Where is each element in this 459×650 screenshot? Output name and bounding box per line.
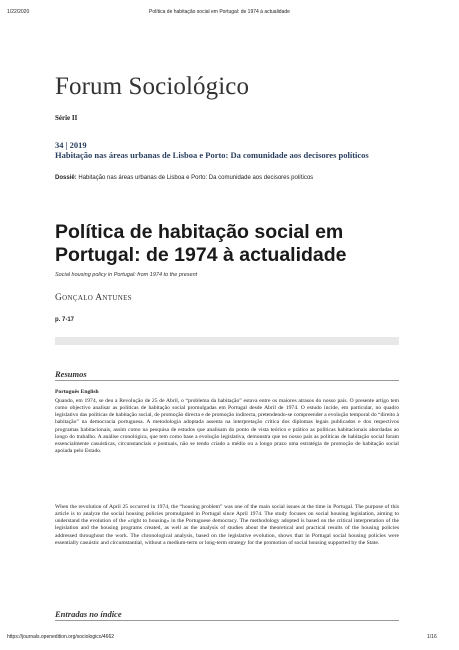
- print-date: 1/22/2020: [7, 9, 30, 15]
- issue-theme-link[interactable]: Habitação nas áreas urbanas de Lisboa e Porto: Da comunidade aos decisores políticos: [55, 150, 369, 160]
- footer-page-number: 1/16: [427, 634, 437, 640]
- article-author[interactable]: Gonçalo Antunes: [55, 293, 132, 303]
- dossier-link[interactable]: Habitação nas áreas urbanas de Lisboa e Porto: Da comunidade aos decisores políticos: [78, 175, 314, 181]
- journal-title[interactable]: Forum Sociológico: [55, 73, 250, 100]
- section-divider: [55, 337, 399, 345]
- article-pages: p. 7-17: [55, 317, 75, 323]
- article-title: Política de habitação social em Portugal: de 1974 à actualidade: [55, 221, 347, 266]
- index-rule: [55, 620, 399, 621]
- dossier-label: Dossiê:: [55, 175, 77, 181]
- print-header-title: Política de habitação social em Portugal: de 1974 à actualidade: [149, 9, 290, 15]
- issue-number[interactable]: 34 | 2019: [55, 140, 87, 150]
- dossier-line: [55, 175, 313, 181]
- abstract-portuguese: Quando, em 1974, se deu a Revolução de 25 de Abril, o “problema da habitação” estava entre os maiores atrasos do nosso país. O presente artigo tem como objectivo analisar as políticas de habitação social promulgadas em Portugal desde Abril de 1974. O estudo incide, em particular, no quadro legislativo das políticas de habitação social, de promoção directa e de promoção indirecta, pretendendo-se compreender a evolução temporal do “direito à habitação” na democracia portuguesa. A metodologia adoptada assenta na interpretação crítica dos diplomas legais publicados e dos respectivos programas habitacionais, assim como na pesquisa de estudos que analisam do ponto de vista teórico e prático as políticas habitacionais abordadas ao longo do trabalho. A análise cronológica, que tem como base a evolução legislativa, demonstra que no nosso país as políticas de habitação social foram essencialmente casuísticas, circunstanciais e pontuais, não se tendo criado a médio ou a longo prazo uma estratégia de promoção de habitação social apoiada pelo Estado.: [55, 398, 399, 455]
- index-heading: Entradas no índice: [55, 609, 122, 619]
- footer-url: https://journals.openedition.org/sociologico/4662: [7, 634, 115, 640]
- abstract-rule: [55, 380, 399, 381]
- abstract-language-links[interactable]: Português English: [55, 389, 99, 395]
- journal-series: Série II: [55, 114, 78, 122]
- article-subtitle: Social housing policy in Portugal: from 1974 to the present: [55, 272, 198, 278]
- abstract-english: When the revolution of April 25 occurred in 1974, the “housing problem” was one of the main social issues at the time in Portugal. The purpose of this article is to analyze the social housing policies promulgated in Portugal since April 1974. The study focuses on social housing legislation, aiming to understand the evolution of the «right to housing» in the Portuguese democracy. The methodology adopted is based on the critical interpretation of the legislation and the housing programs created, as well as the analysis of studies about the theoretical and practical results of the housing policies addressed throughout the work. The chronological analysis, based on the legislative evolution, shows that in Portugal social housing policies were essentially casuistic and circumstantial, without a medium-term or long-term strategy for the promotion of social housing supported by the State.: [55, 504, 399, 546]
- abstract-heading: Resumos: [55, 369, 87, 379]
